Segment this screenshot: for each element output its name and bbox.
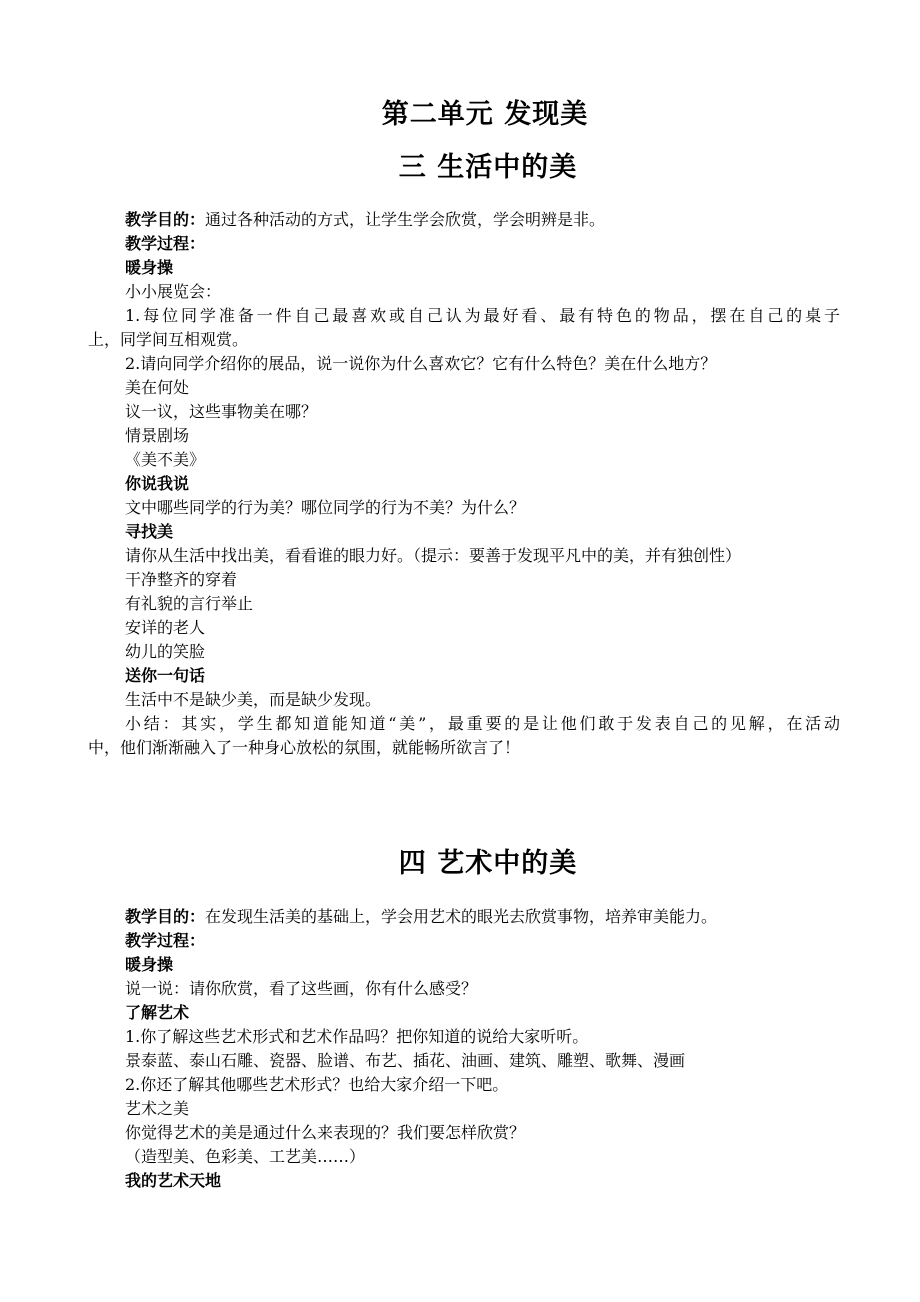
lesson-4-body (88, 905, 840, 1193)
goal-label: 教学目的： (125, 907, 206, 926)
lesson-3-title: 三 生活中的美 (398, 152, 578, 183)
process-label: 教学过程： (125, 234, 206, 253)
where-beauty: 美在何处 (125, 378, 190, 397)
say-text: 说一说：请你欣赏，看了这些画，你有什么感受？ (125, 979, 478, 998)
lesson-3-goal (88, 208, 840, 232)
goal-text: 通过各种活动的方式，让学生学会欣赏，学会明辨是非。 (205, 210, 606, 229)
play-title: 《美不美》 (125, 450, 206, 469)
find-item: 幼儿的笑脸 (125, 642, 206, 661)
item-1-continuation: 上，同学间互相观赏。 (88, 330, 249, 349)
you-say-text: 文中哪些同学的行为美？哪位同学的行为不美？为什么？ (125, 498, 526, 517)
lesson-4-goal (88, 905, 840, 929)
art-beauty-types: （造型美、色彩美、工艺美……） (125, 1147, 366, 1166)
exhibition-label: 小小展览会： (125, 282, 222, 301)
find-item: 安详的老人 (125, 618, 206, 637)
section-heading-you-say: 你说我说 (125, 474, 190, 493)
lesson-4-title: 四 艺术中的美 (398, 848, 578, 879)
summary-continuation: 中，他们渐渐融入了一种身心放松的氛围，就能畅所欲言了！ (88, 738, 521, 757)
lesson-3-body (88, 208, 840, 760)
section-heading-find-beauty: 寻找美 (125, 522, 174, 541)
discuss-prompt: 议一议，这些事物美在哪？ (125, 402, 318, 421)
unit-title: 第二单元 发现美 (381, 99, 589, 130)
art-item-1: 1.你了解这些艺术形式和艺术作品吗？把你知道的说给大家听听。 (125, 1027, 589, 1046)
find-item: 有礼貌的言行举止 (125, 594, 254, 613)
section-heading-understand-art: 了解艺术 (125, 1003, 190, 1022)
goal-label: 教学目的： (125, 210, 206, 229)
summary-first-line: 小结：其实，学生都知道能知道“美”，最重要的是让他们敢于发表自己的见解，在活动 (125, 714, 840, 733)
art-forms-list: 景泰蓝、泰山石雕、瓷器、脸谱、布艺、插花、油画、建筑、雕塑、歌舞、漫画 (125, 1051, 686, 1070)
section-heading-my-art: 我的艺术天地 (125, 1171, 222, 1190)
find-item: 干净整齐的穿着 (125, 570, 238, 589)
item-1-first-line: 1.每位同学准备一件自己最喜欢或自己认为最好看、最有特色的物品，摆在自己的桌子 (125, 306, 840, 325)
find-beauty-text: 请你从生活中找出美，看看谁的眼力好。（提示：要善于发现平凡中的美，并有独创性） (125, 546, 742, 565)
item-2: 2.请向同学介绍你的展品，说一说你为什么喜欢它？它有什么特色？美在什么地方？ (125, 354, 717, 373)
art-beauty-heading: 艺术之美 (125, 1099, 190, 1118)
goal-text: 在发现生活美的基础上，学会用艺术的眼光去欣赏事物，培养审美能力。 (205, 907, 718, 926)
process-label: 教学过程： (125, 931, 206, 950)
section-heading-warmup: 暖身操 (125, 258, 174, 277)
art-item-2: 2.你还了解其他哪些艺术形式？也给大家介绍一下吧。 (125, 1075, 509, 1094)
section-heading-warmup: 暖身操 (125, 955, 174, 974)
art-beauty-question: 你觉得艺术的美是通过什么来表现的？我们要怎样欣赏？ (125, 1123, 526, 1142)
gift-text: 生活中不是缺少美，而是缺少发现。 (125, 690, 382, 709)
section-heading-gift: 送你一句话 (125, 666, 206, 685)
scene-theater: 情景剧场 (125, 426, 190, 445)
